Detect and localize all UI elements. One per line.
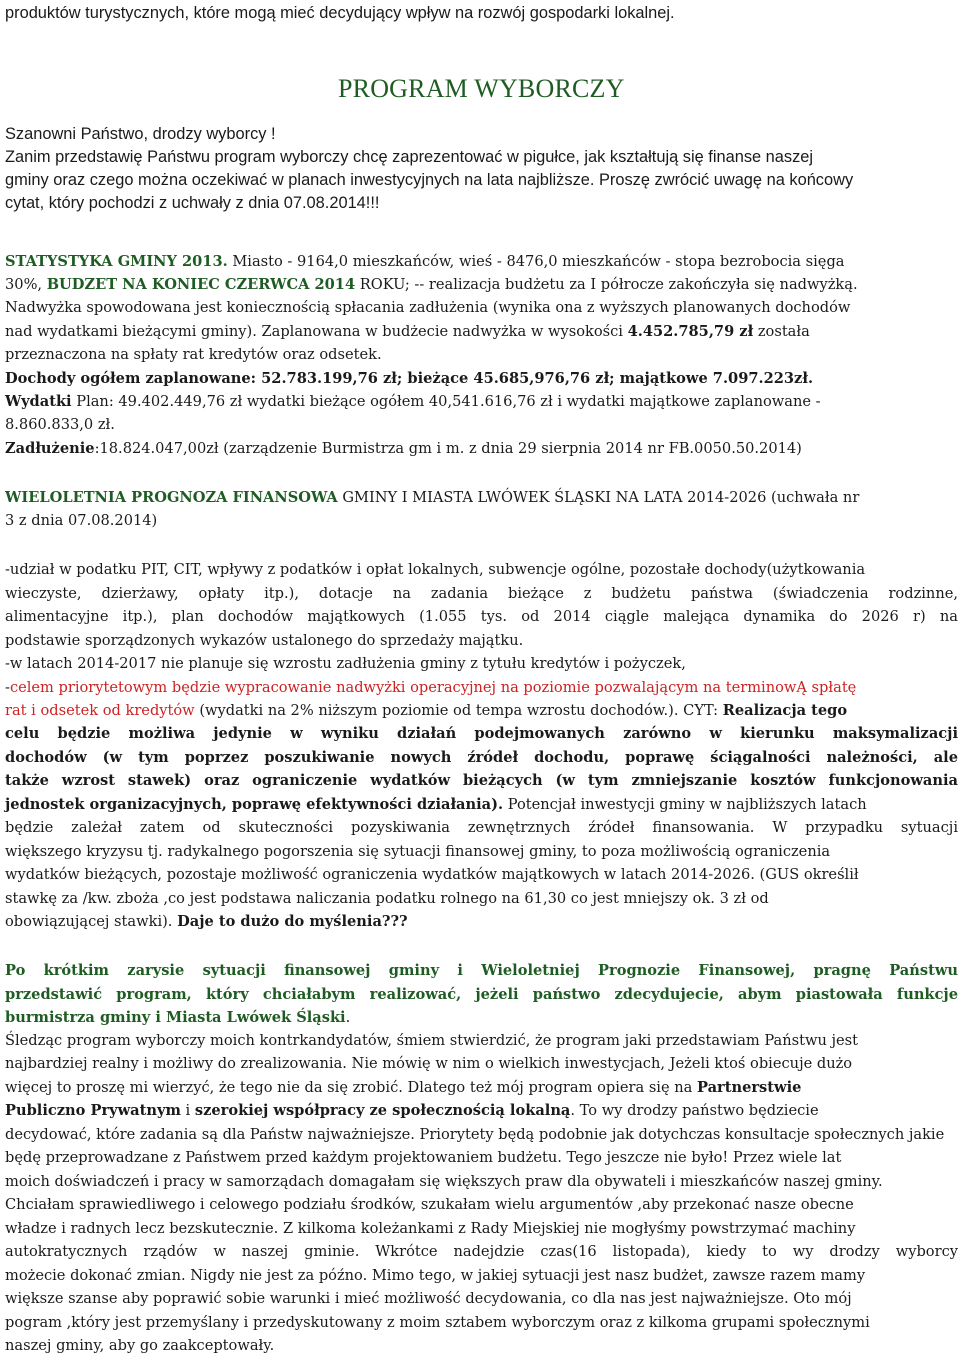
program-line: moich doświadczeń i pracy w samorządach domagałam się większych praw dla obywateli i mieszkańców naszej gminy. (5, 1173, 883, 1190)
intro-line: produktów turystycznych, które mogą mieć decydujący wpływ na rozwój gospodarki lokalnej. (5, 4, 675, 22)
priority-line-2: rat i odsetek od kredytów (wydatki na 2% niższym poziomie od tempa wzrostu dochodów.). CYT: Realizacja tego (5, 702, 848, 719)
quote-line: także wzrost stawek) oraz ograniczenie wydatków bieżących (w tym zmniejszanie kosztów funkcjonowania (5, 772, 958, 789)
wpf-heading: WIELOLETNIA PROGNOZA FINANSOWA (5, 489, 338, 506)
program-line: możecie dokonać zmian. Nigdy nie jest za późno. Mimo tego, w jakiej sytuacji jest nasz budżet, zawsze razem mamy (5, 1267, 866, 1284)
stats-line-4: nad wydatkami bieżącymi gminy). Zaplanowana w budżecie nadwyżka w wysokości 4.452.785,79 zł została (5, 323, 810, 340)
quote-line: dochodów (w tym poprzez poszukiwanie nowych źródeł dochodu, poprawę ściągalności należności, ale (5, 749, 958, 766)
program-line: będę przeprowadzane z Państwem przed każdym projektowaniem budżetu. Tego jeszcze nie było! Przez wiele lat (5, 1149, 842, 1166)
greeting-line: gminy oraz czego można oczekiwać w planach inwestycyjnych na lata najbliższe. Proszę zwrócić uwagę na końcowy (5, 171, 854, 189)
body-line: stawkę za /kw. zboża ,co jest podstawa naliczania podatku rolnego na 61,30 co jest mniejszy ok. 3 zł od (5, 890, 769, 907)
expenses-line: Wydatki Plan: 49.402.449,76 zł wydatki bieżące ogółem 40,541.616,76 zł i wydatki majątkowe zaplanowane - (5, 393, 821, 410)
program-line: Publiczno Prywatnym i szerokiej współpracy ze społecznością lokalną. To wy drodzy państwo będziecie (5, 1102, 819, 1119)
page-title: PROGRAM WYBORCZY (338, 74, 625, 103)
stats-heading: STATYSTYKA GMINY 2013. (5, 253, 228, 270)
quote-line-end: jednostek organizacyjnych, poprawę efektywności działania). Potencjał inwestycji gminy w najbliższych latach (5, 796, 867, 813)
stats-line-2: 30%, BUDZET NA KONIEC CZERWCA 2014 ROKU; -- realizacja budżetu za I półrocze zakończyła się nadwyżką. (5, 276, 858, 293)
summary-line-end: burmistrza gminy i Miasta Lwówek Śląski. (5, 1009, 351, 1026)
body-line: -w latach 2014-2017 nie planuje się wzrostu zadłużenia gminy z tytułu kredytów i pożyczek, (5, 655, 686, 672)
program-line: więcej to proszę mi wierzyć, że tego nie da się zrobić. Dlatego też mój program opiera się na Partnerstwie (5, 1079, 802, 1096)
stats-line-3: Nadwyżka spowodowana jest koniecznością spłacania zadłużenia (wynika ona z wyższych planowanych dochodów (5, 299, 851, 316)
program-line: Chciałam sprawiedliwego i celowego podziału środków, szukałam wielu argumentów ,aby przekonać nasze obecne (5, 1196, 854, 1213)
greeting-line: Zanim przedstawię Państwu program wyborczy chcę zaprezentować w pigułce, jak kształtują się finanse naszej (5, 148, 814, 166)
quote-line: celu będzie możliwa jedynie w wyniku działań podejmowanych zarówno w kierunku maksymalizacji (5, 725, 958, 742)
program-line: Śledząc program wyborczy moich kontrkandydatów, śmiem stwierdzić, że program jaki przedstawiam Państwu jest (5, 1032, 859, 1049)
priority-line: -celem priorytetowym będzie wypracowanie nadwyżki operacyjnej na poziomie pozwalającym na terminowĄ spłatę (5, 679, 857, 696)
summary-line: Po krótkim zarysie sytuacji finansowej gminy i Wieloletniej Prognozie Finansowej, pragnę Państwu (5, 962, 958, 979)
stats-line-5: przeznaczona na spłaty rat kredytów oraz odsetek. (5, 346, 382, 363)
debt-line: Zadłużenie:18.824.047,00zł (zarządzenie Burmistrza gm i m. z dnia 29 sierpnia 2014 nr FB.0050.50.2014) (5, 440, 802, 457)
greeting-salutation: Szanowni Państwo, drodzy wyborcy ! (5, 125, 276, 143)
budget-heading: BUDZET NA KONIEC CZERWCA 2014 (46, 276, 356, 293)
program-line: autokratycznych rządów w naszej gminie. Wkrótce nadejdzie czas(16 listopada), kiedy to wy drodzy wyborcy (5, 1243, 958, 1260)
program-line: większe szanse aby poprawić sobie warunki i mieć możliwość decydowania, co dla nas jest najważniejsze. Oto mój (5, 1290, 852, 1307)
stats-line-1: STATYSTYKA GMINY 2013. Miasto - 9164,0 mieszkańców, wieś - 8476,0 mieszkańców - stopa bezrobocia sięga (5, 253, 845, 270)
program-line: pogram ,który jest przemyślany i przedyskutowany z moim sztabem wyborczym oraz z kilkoma grupami społecznymi (5, 1314, 870, 1331)
body-line: alimentacyjne itp.), plan dochodów majątkowych (1.055 tys. od 2014 ciągle malejąca dynamika do 2026 r) na (5, 608, 958, 625)
body-line: podstawie sporządzonych wykazów ustalonego do sprzedaży majątku. (5, 632, 524, 649)
program-line: najbardziej realny i możliwy do zrealizowania. Nie mówię w nim o wielkich inwestycjach, Jeżeli ktoś obiecuje dużo (5, 1055, 853, 1072)
body-line: wydatków bieżących, pozostaje możliwość ograniczenia wydatków majątkowych w latach 2014-2026. (GUS określił (5, 866, 859, 883)
greeting-line: cytat, który pochodzi z uchwały z dnia 07.08.2014!!! (5, 194, 380, 212)
program-line: władze i radnych lecz bezskutecznie. Z kilkoma koleżankami z Rady Miejskiej nie mogłyśmy powstrzymać machiny (5, 1220, 856, 1237)
body-line: -udział w podatku PIT, CIT, wpływy z podatków i opłat lokalnych, subwencje ogólne, pozostałe dochody(użytkowania (5, 561, 866, 578)
program-line-end: naszej gminy, aby go zaakceptowały. (5, 1337, 275, 1354)
expenses-line-2: 8.860.833,0 zł. (5, 416, 115, 433)
body-line-end: obowiązującej stawki). Daje to dużo do myślenia??? (5, 913, 408, 930)
program-line: decydować, które zadania są dla Państw najważniejsze. Priorytety będą podobnie jak dotychczas konsultacje społecznych jakie (5, 1126, 945, 1143)
income-line: Dochody ogółem zaplanowane: 52.783.199,76 zł; bieżące 45.685,976,76 zł; majątkowe 7.097.223zł. (5, 370, 814, 387)
body-line: wieczyste, dzierżawy, opłaty itp.), dotacje na zadania bieżące z budżetu państwa (świadczenia rodzinne, (5, 585, 958, 602)
wpf-line-1: WIELOLETNIA PROGNOZA FINANSOWA GMINY I MIASTA LWÓWEK ŚLĄSKI NA LATA 2014-2026 (uchwała nr (5, 489, 860, 506)
body-line: większego kryzysu tj. radykalnego pogorszenia się sytuacji finansowej gminy, to poza możliwością ograniczenia (5, 843, 831, 860)
summary-line: przedstawić program, który chciałabym realizować, jeżeli państwo zdecydujecie, abym piastowała funkcje (5, 986, 958, 1003)
wpf-line-2: 3 z dnia 07.08.2014) (5, 512, 158, 529)
body-line: będzie zależał zatem od skuteczności pozyskiwania zewnętrznych źródeł finansowania. W przypadku sytuacji (5, 819, 958, 836)
